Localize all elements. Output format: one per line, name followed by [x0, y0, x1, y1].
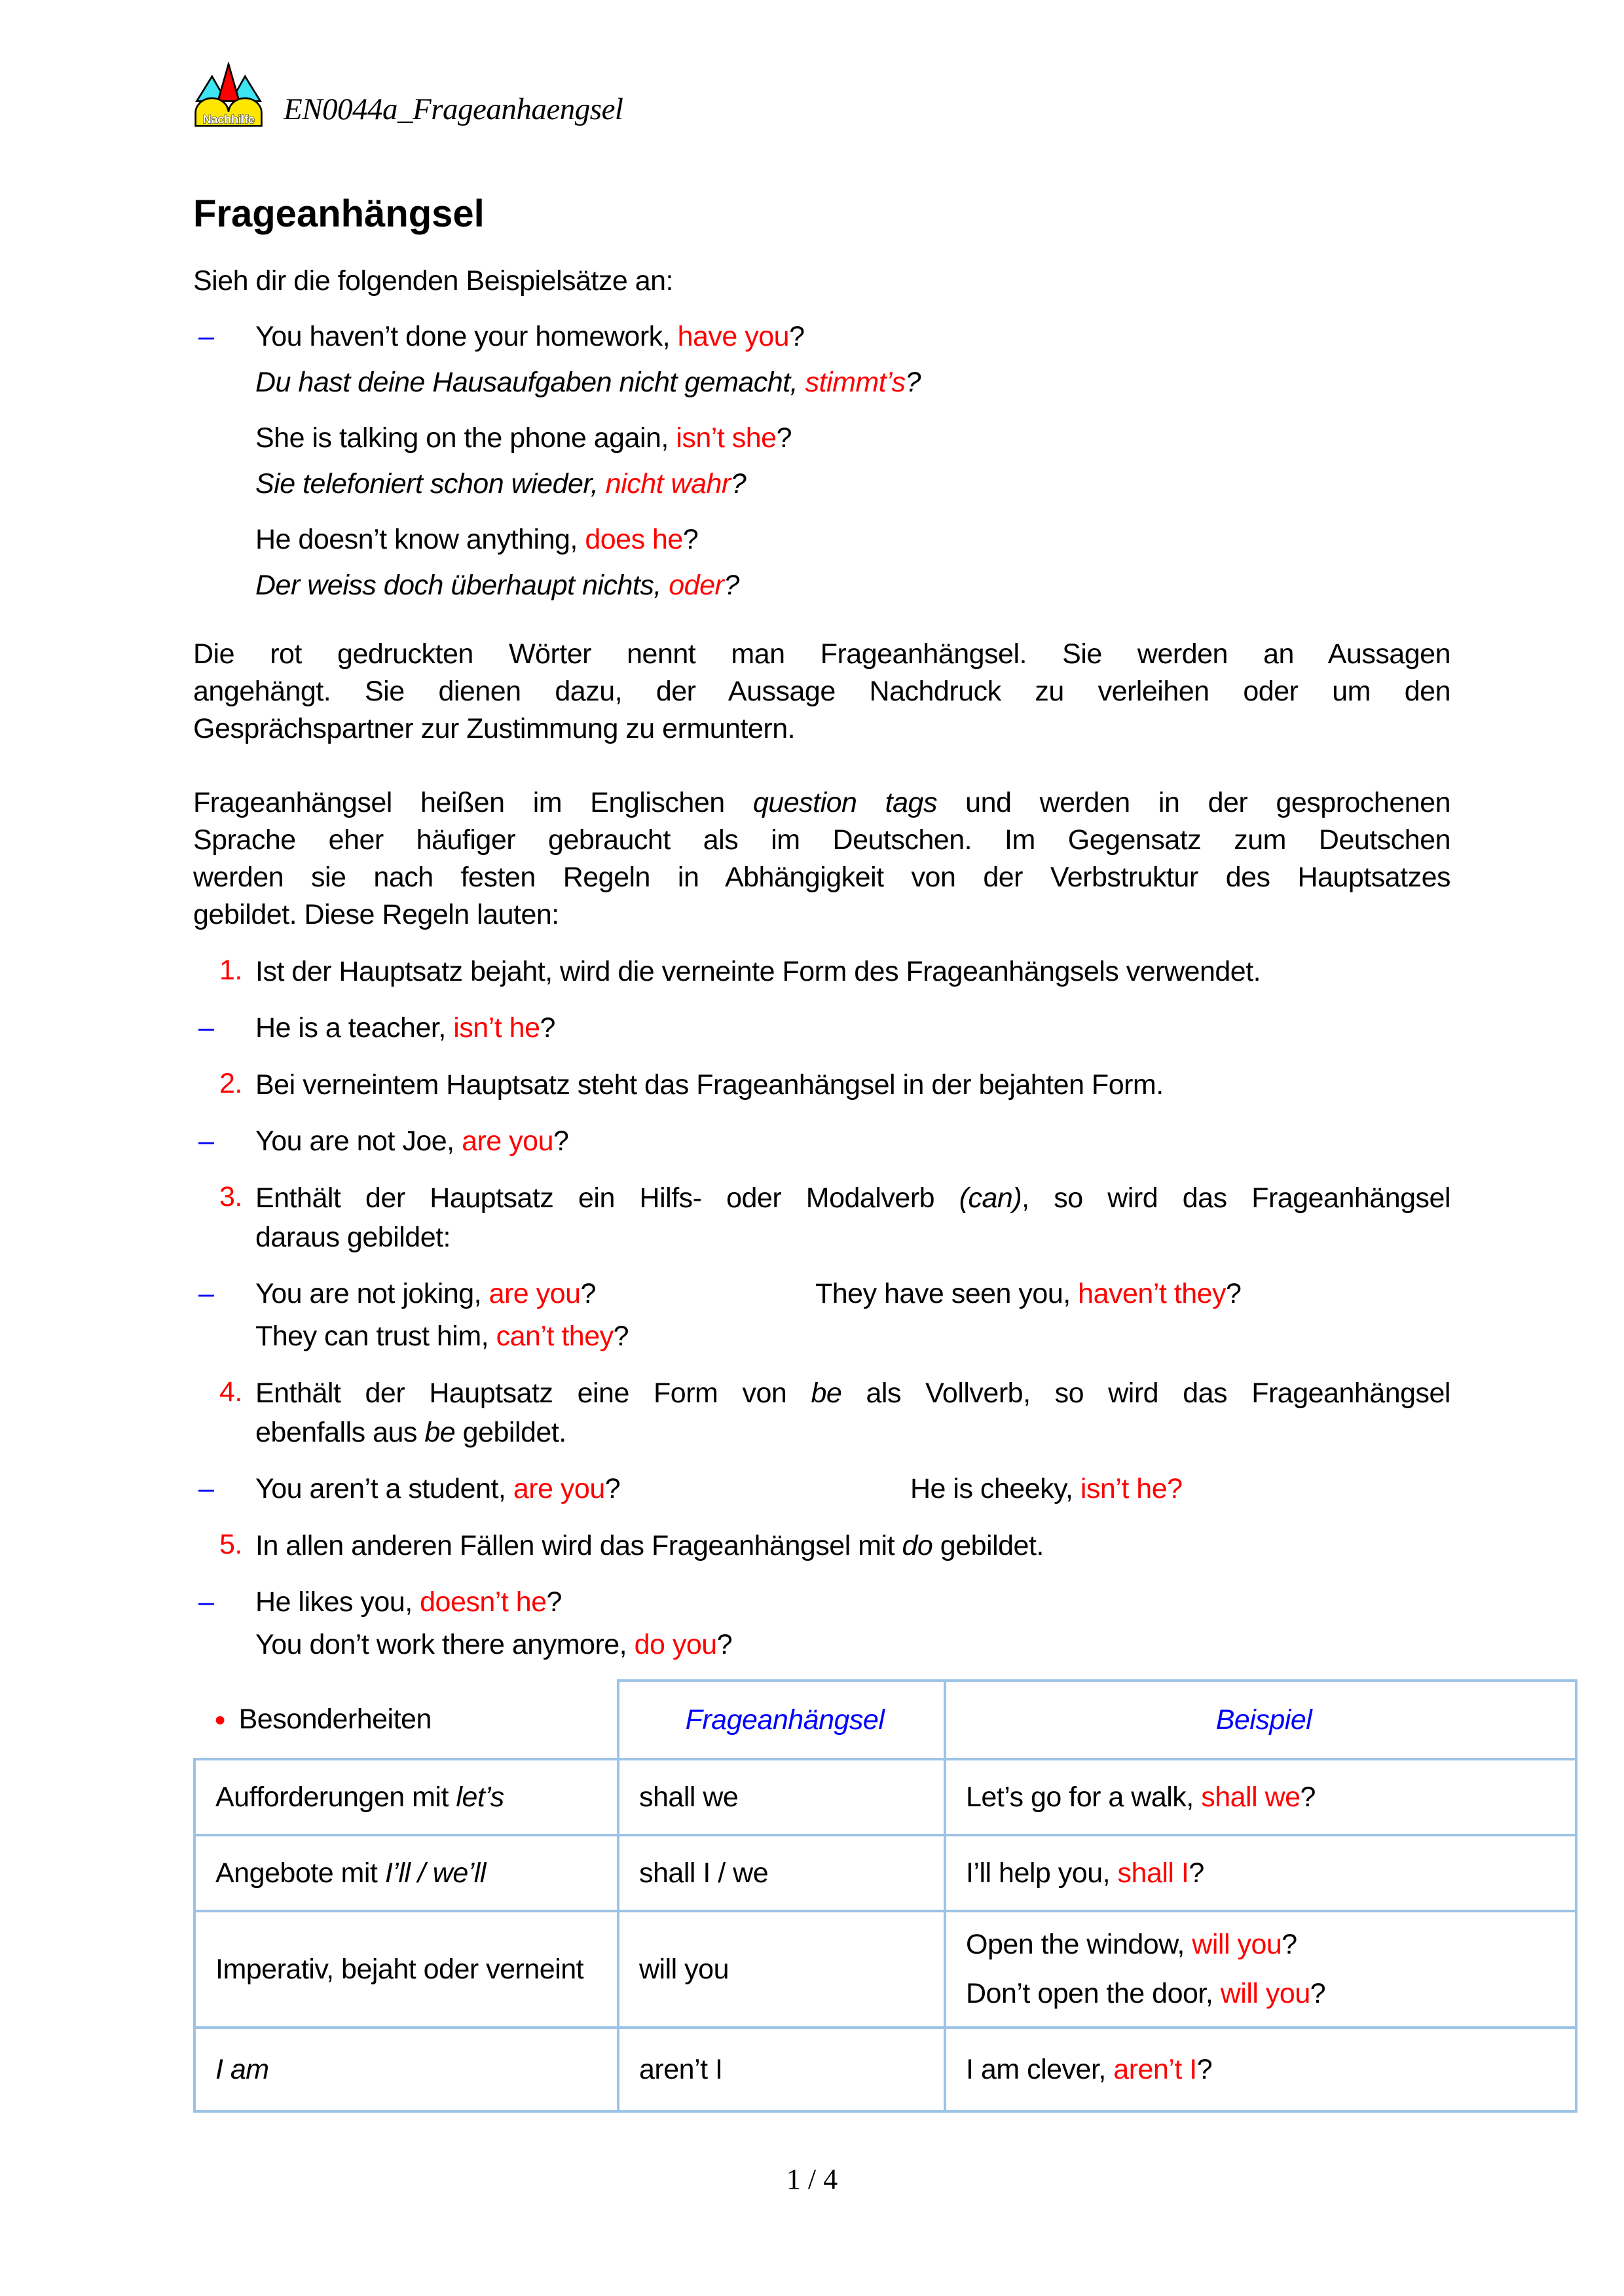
text-segment: They can trust him,: [255, 1321, 496, 1352]
text-segment: Gesprächspartner zur Zustimmung zu ermuntern.: [193, 713, 796, 744]
example-sentence: [255, 321, 805, 352]
text-segment: You aren’t a student,: [255, 1473, 513, 1504]
text-segment: , so wird das Frageanhängsel: [1022, 1182, 1450, 1214]
dash-bullet: –: [198, 1586, 214, 1618]
column-title: Besonderheiten: [238, 1703, 432, 1735]
rule-text: [255, 1218, 1450, 1257]
dash-bullet: –: [198, 1473, 214, 1504]
rule-5: [193, 1526, 1450, 1565]
intro-text: Sieh dir die folgenden Beispielsätze an:: [193, 265, 674, 297]
text-segment: Die rot gedruckten Wörter nennt man Frageanhängsel. Sie werden an Aussagen: [193, 638, 1450, 670]
text-segment: be: [811, 1377, 842, 1409]
dash-bullet: –: [198, 321, 214, 352]
text-segment: isn’t she: [676, 422, 777, 454]
cell-beispiel: [945, 1911, 1576, 2028]
cell-frageanhaengsel: shall we: [618, 1759, 945, 1835]
table-header-row: [194, 1681, 1576, 1759]
text-segment: ?: [1310, 1978, 1326, 2009]
text-segment: haven’t they: [1078, 1278, 1227, 1309]
text-segment: ?: [613, 1321, 629, 1352]
rule-4: [193, 1374, 1450, 1452]
text-segment: Du hast deine Hausaufgaben nicht gemacht,: [255, 367, 805, 398]
example-line-de: [193, 465, 1450, 503]
bullet-icon: ●: [214, 1708, 226, 1730]
logo-center-peak-icon: [218, 64, 239, 101]
text-segment: Ist der Hauptsatz bejaht, wird die verneinte Form des Frageanhängsels verwendet.: [255, 956, 1261, 987]
text-segment: ?: [730, 468, 747, 500]
page-number: 1 / 4: [786, 2163, 838, 2195]
text-segment: ?: [724, 570, 739, 601]
rule-2-example: [193, 1123, 1450, 1160]
table-header-besonderheiten: [194, 1681, 618, 1759]
rule-text: [255, 1374, 1450, 1413]
text-segment: You haven’t done your homework,: [255, 321, 678, 352]
example-line-de: [193, 567, 1450, 604]
text-segment: I’ll help you,: [966, 1857, 1118, 1889]
example-line-en: [193, 318, 1450, 355]
text-segment: I am: [215, 2053, 269, 2085]
text-segment: ?: [682, 524, 699, 555]
text-segment: aren’t I: [1113, 2053, 1197, 2085]
text-segment: Enthält der Hauptsatz eine Form von: [255, 1377, 811, 1409]
dash-bullet: –: [198, 1125, 214, 1157]
example-sentence: [815, 1275, 1241, 1313]
text-segment: Der weiss doch überhaupt nichts,: [255, 570, 669, 601]
text-segment: will you: [1192, 1929, 1282, 1960]
example-sentence: [910, 1470, 1183, 1508]
text-segment: does he: [585, 524, 683, 555]
text-segment: are you: [513, 1473, 605, 1504]
text-segment: question tags: [752, 787, 937, 818]
document-id: EN0044a_Frageanhaengsel: [284, 92, 623, 126]
cell-beispiel: [945, 1759, 1576, 1835]
text-segment: have you: [677, 321, 790, 352]
text-segment: ?: [1196, 2053, 1213, 2085]
example-sentence: [255, 1278, 596, 1309]
rule-5-example-1: [193, 1584, 1450, 1621]
text-segment: stimmt’s: [805, 367, 906, 398]
text-segment: Imperativ, bejaht oder verneint: [215, 1953, 584, 1985]
text-segment: You don’t work there anymore,: [255, 1629, 635, 1660]
text-segment: doesn’t he: [420, 1586, 547, 1618]
paragraph-definition: [193, 636, 1450, 748]
rule-3: [193, 1178, 1450, 1257]
example-line-de: [193, 364, 1450, 401]
table-row: [194, 2028, 1576, 2111]
example-line-en: [193, 521, 1450, 558]
table-row: [194, 1835, 1576, 1911]
text-segment: be: [424, 1417, 456, 1448]
intro-examples: [193, 318, 1450, 604]
paragraph-line: [193, 822, 1450, 859]
text-segment: I’ll / we’ll: [384, 1857, 486, 1889]
text-segment: are you: [489, 1278, 581, 1309]
text-segment: ?: [776, 422, 792, 454]
text-segment: (can): [959, 1182, 1022, 1214]
table-row: [194, 1911, 1576, 2028]
text-segment: Enthält der Hauptsatz ein Hilfs- oder Modalverb: [255, 1182, 959, 1214]
text-segment: shall I: [1117, 1857, 1189, 1889]
text-segment: let’s: [456, 1781, 504, 1813]
rule-2: [193, 1065, 1450, 1104]
rule-number: 2.: [219, 1068, 242, 1099]
text-segment: Bei verneintem Hauptsatz steht das Frageanhängsel in der bejahten Form.: [255, 1069, 1164, 1101]
dash-bullet: –: [198, 1012, 214, 1044]
text-segment: Frageanhängsel heißen im Englischen: [193, 787, 753, 818]
text-segment: Don’t open the door,: [966, 1978, 1221, 2009]
rule-1: [193, 952, 1450, 991]
example-sentence: [255, 1586, 562, 1618]
rule-text: [255, 1526, 1450, 1565]
paragraph-line: [193, 859, 1450, 896]
text-segment: He likes you,: [255, 1586, 420, 1618]
text-segment: ?: [905, 367, 921, 398]
text-segment: I am clever,: [966, 2053, 1114, 2085]
text-segment: ?: [1282, 1929, 1297, 1960]
text-segment: ?: [716, 1629, 733, 1660]
rule-text: [255, 1065, 1450, 1104]
text-segment: She is talking on the phone again,: [255, 422, 676, 454]
rule-number: 3.: [219, 1181, 242, 1212]
cell-besonderheit: [194, 1911, 618, 2028]
text-segment: You are not joking,: [255, 1278, 489, 1309]
text-segment: ?: [1189, 1857, 1204, 1889]
text-segment: ?: [553, 1125, 569, 1157]
text-segment: You are not Joe,: [255, 1125, 462, 1157]
rule-3-example-1: [193, 1275, 1450, 1313]
paragraph-line: [193, 710, 1450, 748]
example-sentence: [255, 1629, 732, 1660]
rule-number: 1.: [219, 955, 242, 986]
cell-frageanhaengsel: will you: [618, 1911, 945, 2028]
page-title: Frageanhängsel: [193, 192, 485, 235]
cell-besonderheit: [194, 1835, 618, 1911]
text-segment: Open the window,: [966, 1929, 1192, 1960]
text-segment: ?: [540, 1012, 555, 1044]
paragraph-line: [193, 636, 1450, 673]
text-segment: Angebote mit: [215, 1857, 385, 1889]
rule-text: [255, 1413, 1450, 1452]
paragraph-question-tags: [193, 784, 1450, 934]
example-sentence: [255, 1473, 620, 1504]
example-sentence: [255, 1012, 555, 1044]
table-header-frageanhaengsel: Frageanhängsel: [618, 1681, 945, 1759]
text-segment: ?: [1300, 1781, 1316, 1813]
text-segment: isn’t he: [453, 1012, 540, 1044]
text-segment: ?: [546, 1586, 562, 1618]
example-sentence: [255, 1321, 629, 1352]
text-segment: ebenfalls aus: [255, 1417, 425, 1448]
rule-1-example: [193, 1010, 1450, 1047]
example-line-en: [193, 420, 1450, 457]
text-segment: are you: [462, 1125, 553, 1157]
text-segment: ?: [1226, 1278, 1242, 1309]
table-row: [194, 1759, 1576, 1835]
cell-frageanhaengsel: shall I / we: [618, 1835, 945, 1911]
cell-beispiel: [945, 1835, 1576, 1911]
dash-bullet: –: [198, 1278, 214, 1309]
text-segment: ?: [789, 321, 805, 352]
nachhilfe-logo: [193, 62, 264, 128]
table-header-beispiel: Beispiel: [945, 1681, 1576, 1759]
text-segment: als Vollverb, so wird das Frageanhängsel: [841, 1377, 1450, 1409]
paragraph-line: [193, 673, 1450, 710]
text-segment: He is a teacher,: [255, 1012, 454, 1044]
text-segment: gebildet. Diese Regeln lauten:: [193, 899, 559, 930]
text-segment: nicht wahr: [605, 468, 731, 500]
text-segment: und werden in der gesprochenen: [936, 787, 1450, 818]
text-segment: do you: [634, 1629, 717, 1660]
text-segment: In allen anderen Fällen wird das Frageanhängsel mit: [255, 1530, 902, 1561]
text-segment: can’t they: [496, 1321, 614, 1352]
cell-besonderheit: [194, 1759, 618, 1835]
page-header: [193, 62, 1450, 128]
text-segment: isn’t he?: [1080, 1473, 1183, 1504]
text-segment: gebildet.: [455, 1417, 566, 1448]
cell-line: [966, 1975, 1562, 2013]
cell-frageanhaengsel: aren’t I: [618, 2028, 945, 2111]
rule-5-example-2: [193, 1626, 1450, 1664]
rule-3-example-2: [193, 1318, 1450, 1355]
example-pair: [193, 420, 1450, 503]
rule-4-example: [193, 1470, 1450, 1508]
paragraph-line: [193, 896, 1450, 934]
text-segment: He doesn’t know anything,: [255, 524, 585, 555]
text-segment: They have seen you,: [815, 1278, 1079, 1309]
text-segment: werden sie nach festen Regeln in Abhängigkeit von der Verbstruktur des Hauptsatzes: [193, 862, 1450, 893]
logo-text: Nachhilfe: [202, 112, 255, 126]
rule-number: 5.: [219, 1529, 242, 1560]
cell-besonderheit: [194, 2028, 618, 2111]
text-segment: oder: [669, 570, 724, 601]
rule-text: [255, 952, 1450, 991]
text-segment: gebildet.: [932, 1530, 1044, 1561]
text-segment: will you: [1220, 1978, 1310, 2009]
text-segment: Sie telefoniert schon wieder,: [255, 468, 606, 500]
paragraph-line: [193, 784, 1450, 822]
cell-beispiel: [945, 2028, 1576, 2111]
rule-number: 4.: [219, 1376, 242, 1408]
besonderheiten-table: [193, 1679, 1578, 2113]
text-segment: ?: [604, 1473, 621, 1504]
text-segment: He is cheeky,: [910, 1473, 1080, 1504]
text-segment: Let’s go for a walk,: [966, 1781, 1202, 1813]
cell-line: [966, 1926, 1562, 1963]
text-segment: shall we: [1201, 1781, 1301, 1813]
example-sentence: [255, 1125, 568, 1157]
text-segment: do: [902, 1530, 933, 1561]
rule-text: [255, 1178, 1450, 1218]
text-segment: angehängt. Sie dienen dazu, der Aussage Nachdruck zu verleihen oder um den: [193, 676, 1450, 707]
example-pair: [193, 318, 1450, 401]
text-segment: Sprache eher häufiger gebraucht als im Deutschen. Im Gegensatz zum Deutschen: [193, 824, 1450, 856]
example-pair: [193, 521, 1450, 604]
text-segment: ?: [580, 1278, 596, 1309]
text-segment: Aufforderungen mit: [215, 1781, 456, 1813]
text-segment: daraus gebildet:: [255, 1222, 451, 1253]
